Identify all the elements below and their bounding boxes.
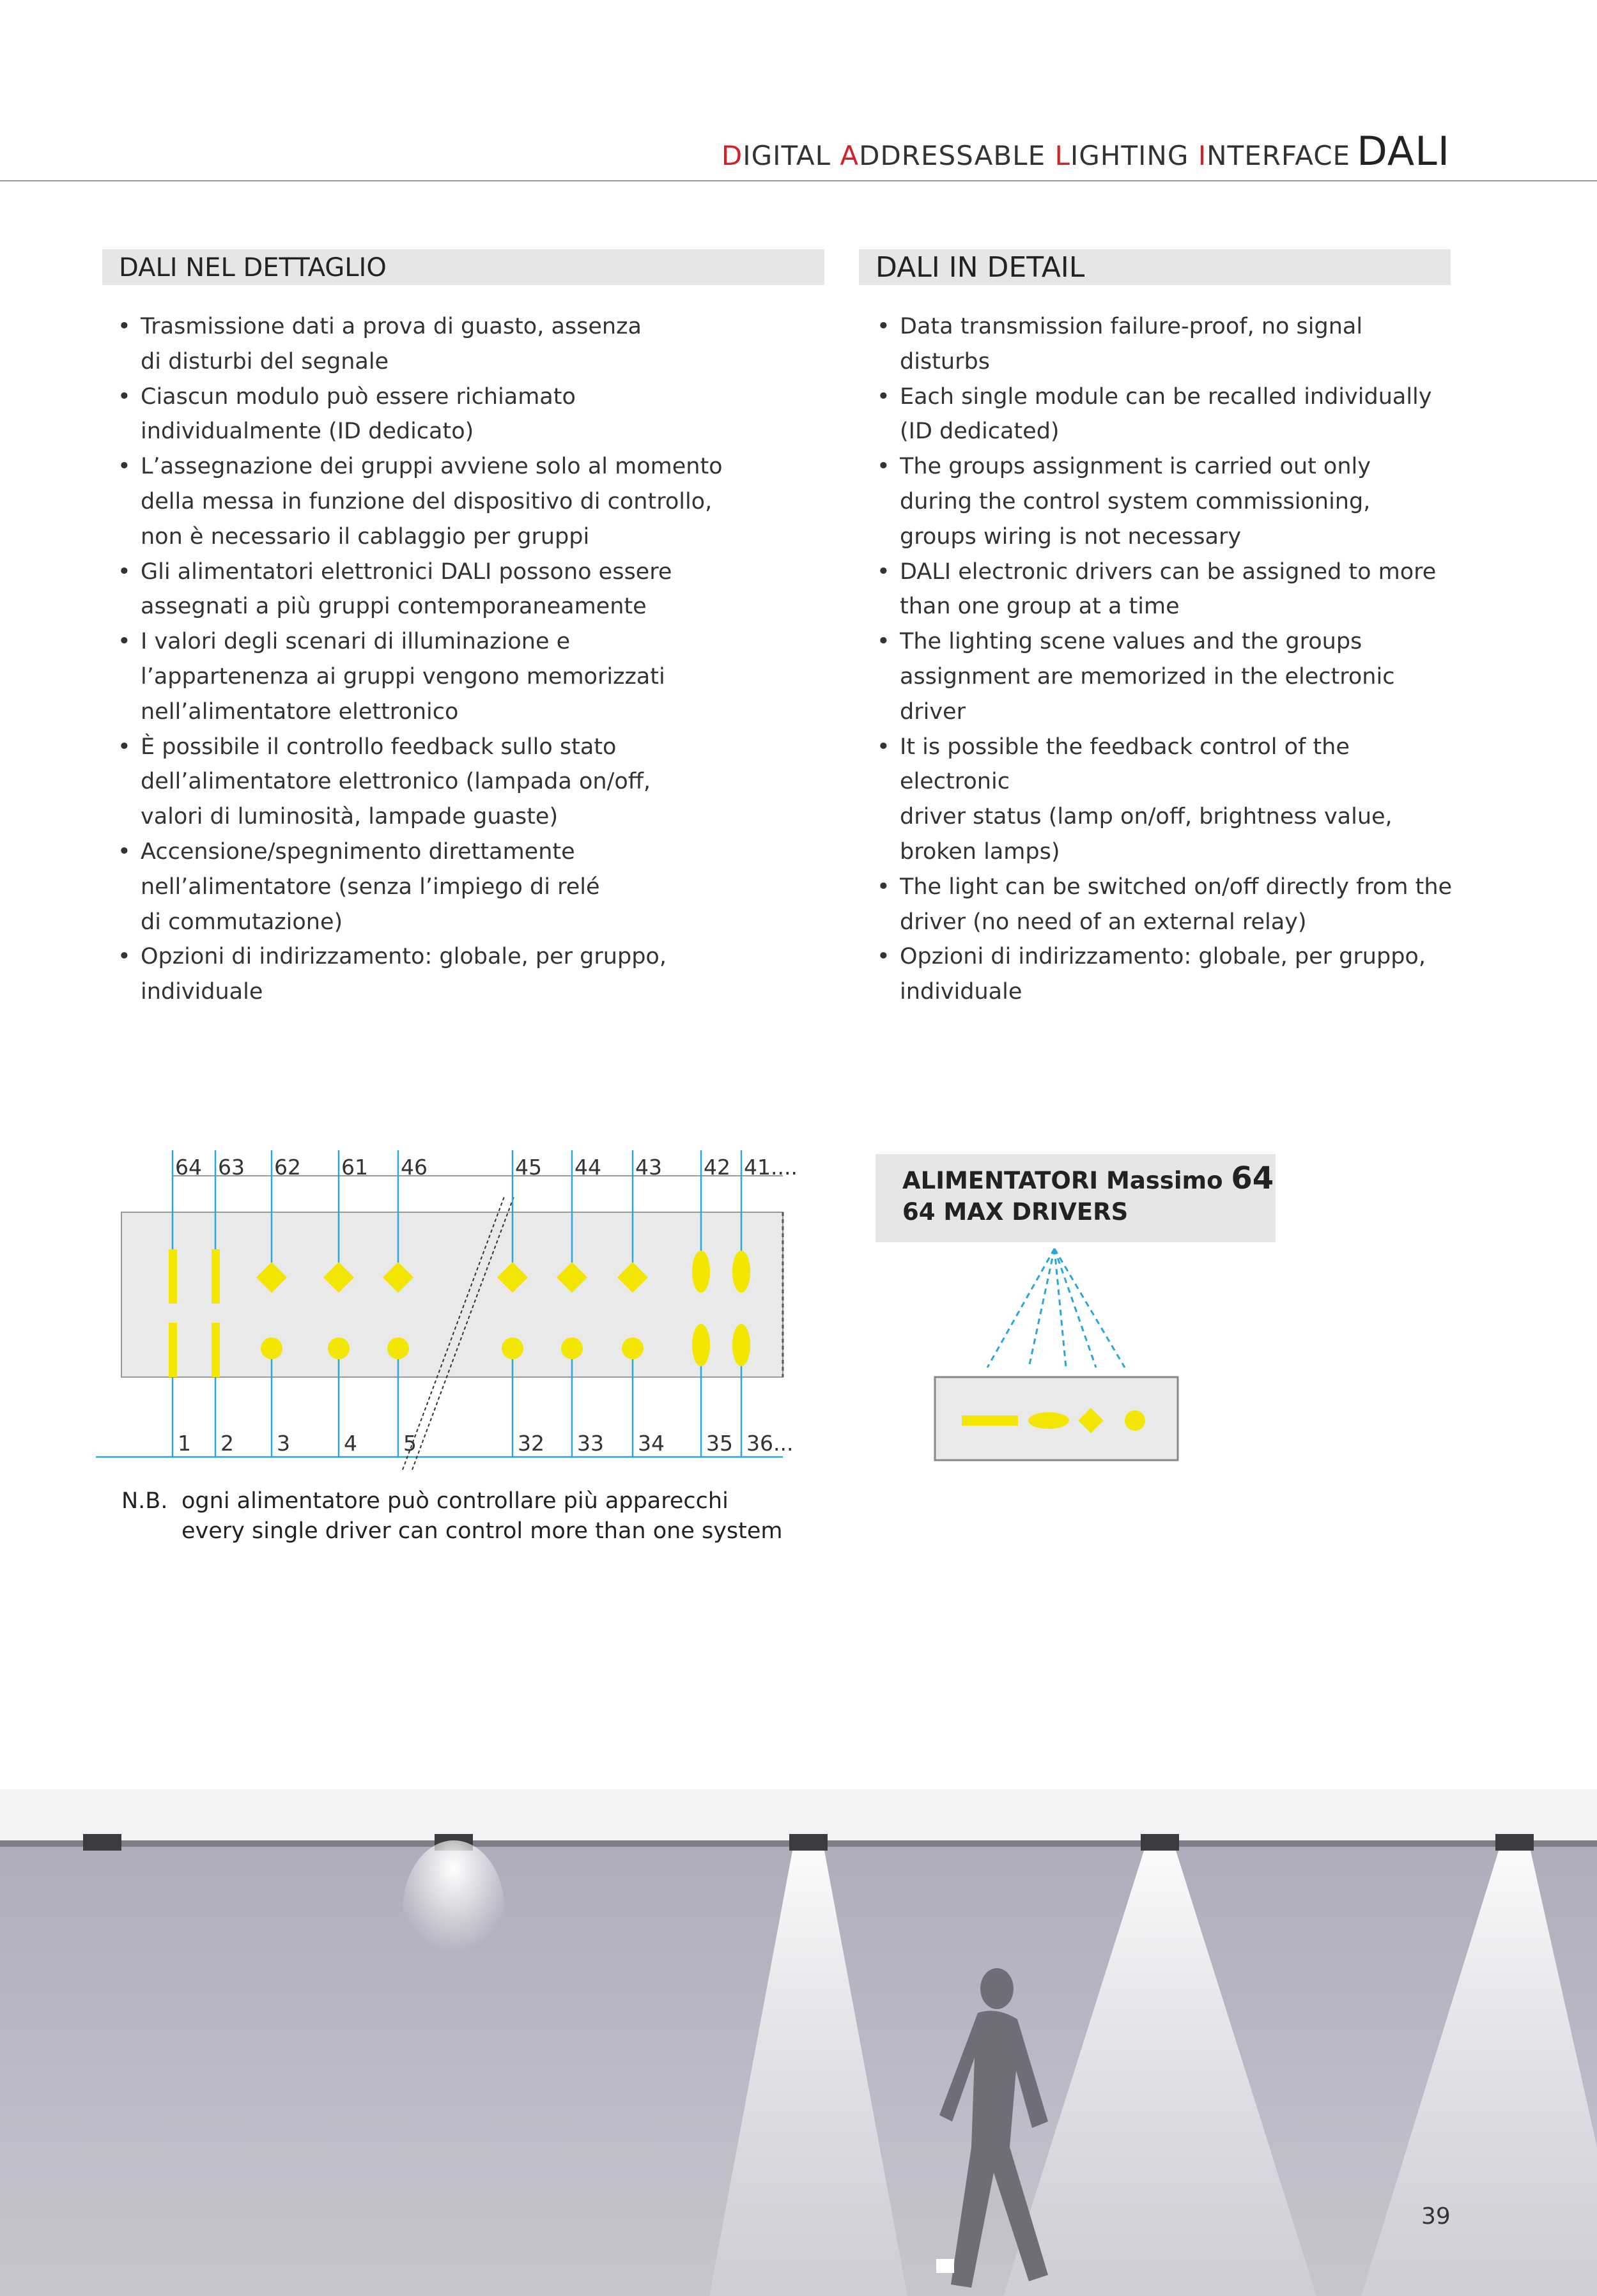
english-bullet-6 [872,730,1453,870]
linear-luminaire-bottom [212,1323,220,1377]
english-bullet-list [872,309,1453,1010]
italian-bullet-line: assegnati a più gruppi contemporaneamente [141,594,647,620]
english-bullet-7 [872,870,1453,940]
italian-bullet-line: • È possibile il controllo feedback sullo stato [141,734,617,760]
italian-bullet-line: • Opzioni di indirizzamento: globale, per gruppo, [141,944,667,970]
header-capital-3: I [1198,140,1207,171]
max-drivers-label-en: 64 MAX DRIVERS [902,1198,1129,1226]
italian-bullet-list [112,309,726,1010]
dali-acronym: DALI [1357,128,1450,174]
broadcast-rays [987,1249,1125,1368]
italian-section-heading: DALI NEL DETTAGLIO [102,249,824,285]
note-line-it: ogni alimentatore può controllare più apparecchi [181,1488,729,1514]
english-bullet-line: • DALI electronic drivers can be assigned to more [900,559,1437,585]
english-bullet-line: (ID dedicated) [900,419,1060,445]
bottom-address-label: 1 [178,1431,191,1456]
linear-luminaire-top [212,1249,220,1304]
round-luminaire [261,1337,282,1359]
english-bullet-line: during the control system commissioning, [900,488,1371,514]
english-bullet-8 [872,939,1453,1010]
linear-luminaire-top [169,1249,177,1304]
italian-bullet-line: nell’alimentatore (senza l’impiego di relé [141,874,600,900]
round-luminaire-symbol [1125,1410,1145,1431]
english-bullet-line: • Data transmission failure-proof, no signal disturbs [900,314,1363,374]
oval-luminaire-bottom [732,1324,750,1366]
header-capital-0: D [721,140,743,171]
header-word-3: NTERFACE [1207,140,1351,171]
english-bullet-3 [872,449,1453,554]
bag-highlight [936,2259,954,2273]
english-bullet-line: • The light can be switched on/off directly from the [900,874,1453,900]
header-divider [0,180,1597,181]
italian-bullet-2 [112,380,726,450]
english-bullet-2 [872,380,1453,450]
english-bullet-line: • The lighting scene values and the groups [900,629,1362,655]
round-luminaire [328,1337,350,1359]
oval-luminaire-bottom [692,1324,710,1366]
max-drivers-number: 64 [1231,1160,1274,1196]
english-bullet-line: • The groups assignment is carried out only [900,454,1371,480]
italian-bullet-line: • L’assegnazione dei gruppi avviene solo al momento [141,454,723,480]
italian-bullet-line: • I valori degli scenari di illuminazione e [141,629,571,655]
bottom-address-label: 35 [706,1431,733,1456]
oval-luminaire-top [732,1251,750,1293]
italian-bullet-8 [112,939,726,1010]
english-bullet-line: groups wiring is not necessary [900,523,1242,550]
english-bullet-4 [872,555,1453,625]
round-luminaire [622,1337,644,1359]
italian-bullet-line: di commutazione) [141,909,343,935]
italian-bullet-line: individualmente (ID dedicato) [141,419,474,445]
luminaire-panel [121,1212,783,1377]
english-bullet-line: assignment are memorized in the electronic driver [900,663,1395,725]
header-capital-2: L [1054,140,1070,171]
bottom-address-label: 5 [403,1431,417,1456]
english-bullet-line: • Opzioni di indirizzamento: globale, per gruppo, [900,944,1426,970]
header-word-2: IGHTING [1070,140,1198,171]
italian-bullet-line: valori di luminosità, lampade guaste) [141,804,559,830]
english-bullet-line: individuale [900,979,1022,1005]
note-prefix: N.B. [121,1488,168,1514]
english-bullet-line: driver status (lamp on/off, brightness value, [900,804,1393,830]
top-address-label: 44 [575,1155,601,1180]
bottom-address-label: 34 [638,1431,665,1456]
italian-bullet-6 [112,730,726,835]
header-word-1: DDRESSABLE [859,140,1055,171]
english-bullet-line: than one group at a time [900,594,1180,620]
italian-bullet-line: l’appartenenza ai gruppi vengono memorizzati [141,663,665,690]
top-address-label: 41.... [744,1155,798,1180]
italian-bullet-line: della messa in funzione del dispositivo di controllo, [141,488,713,514]
max-drivers-label: ALIMENTATORI Massimo [902,1167,1231,1194]
italian-bullet-line: nell’alimentatore elettronico [141,698,459,725]
bottom-address-label: 2 [220,1431,234,1456]
top-address-label: 45 [515,1155,542,1180]
bottom-address-label: 33 [577,1431,604,1456]
top-address-label: 46 [401,1155,428,1180]
oval-luminaire-top [692,1251,710,1293]
italian-bullet-7 [112,835,726,939]
english-bullet-line: • It is possible the feedback control of the electronic [900,734,1350,795]
italian-bullet-line: di disturbi del segnale [141,348,389,374]
italian-bullet-4 [112,555,726,625]
note-line-en: every single driver can control more than one system [181,1518,783,1544]
english-section-heading: DALI IN DETAIL [859,249,1451,285]
spot-glow [403,1840,505,1981]
italian-bullet-line: non è necessario il cablaggio per gruppi [141,523,590,550]
round-luminaire [561,1337,583,1359]
oval-luminaire-symbol [1028,1412,1069,1429]
english-bullet-line: broken lamps) [900,838,1060,865]
page-header-title [721,128,1450,174]
footnote [121,1486,783,1546]
header-word-0: IGITAL [743,140,840,171]
italian-bullet-line: dell’alimentatore elettronico (lampada on/off, [141,769,651,795]
italian-bullet-5 [112,624,726,729]
bottom-address-label: 3 [277,1431,290,1456]
bottom-address-label: 4 [344,1431,357,1456]
max-drivers-box [876,1154,1276,1242]
top-address-label: 62 [274,1155,301,1180]
linear-luminaire-symbol [962,1415,1018,1426]
linear-luminaire-bottom [169,1323,177,1377]
italian-bullet-1 [112,309,726,380]
top-address-label: 42 [704,1155,730,1180]
round-luminaire [387,1337,409,1359]
english-bullet-line: driver (no need of an external relay) [900,909,1307,935]
addressing-diagram [0,1125,831,1483]
italian-bullet-3 [112,449,726,554]
header-capital-1: A [840,140,860,171]
driver-broadcast-diagram [920,1240,1201,1470]
italian-bullet-line: individuale [141,979,263,1005]
italian-bullet-line: • Ciascun modulo può essere richiamato [141,383,576,410]
bottom-address-label: 36... [746,1431,794,1456]
english-bullet-1 [872,309,1453,380]
round-luminaire [502,1337,523,1359]
page-number: 39 [1421,2203,1451,2230]
top-address-label: 64 [175,1155,202,1180]
italian-bullet-line: • Gli alimentatori elettronici DALI possono essere [141,559,672,585]
top-address-label: 63 [218,1155,245,1180]
top-address-label: 61 [341,1155,368,1180]
english-bullet-line: • Each single module can be recalled individually [900,383,1432,410]
italian-bullet-line: • Accensione/spegnimento direttamente [141,838,575,865]
top-address-label: 43 [635,1155,662,1180]
ceiling-lighting-illustration [0,1789,1597,2296]
italian-bullet-line: • Trasmissione dati a prova di guasto, assenza [141,314,642,339]
bottom-address-label: 32 [518,1431,544,1456]
english-bullet-5 [872,624,1453,729]
